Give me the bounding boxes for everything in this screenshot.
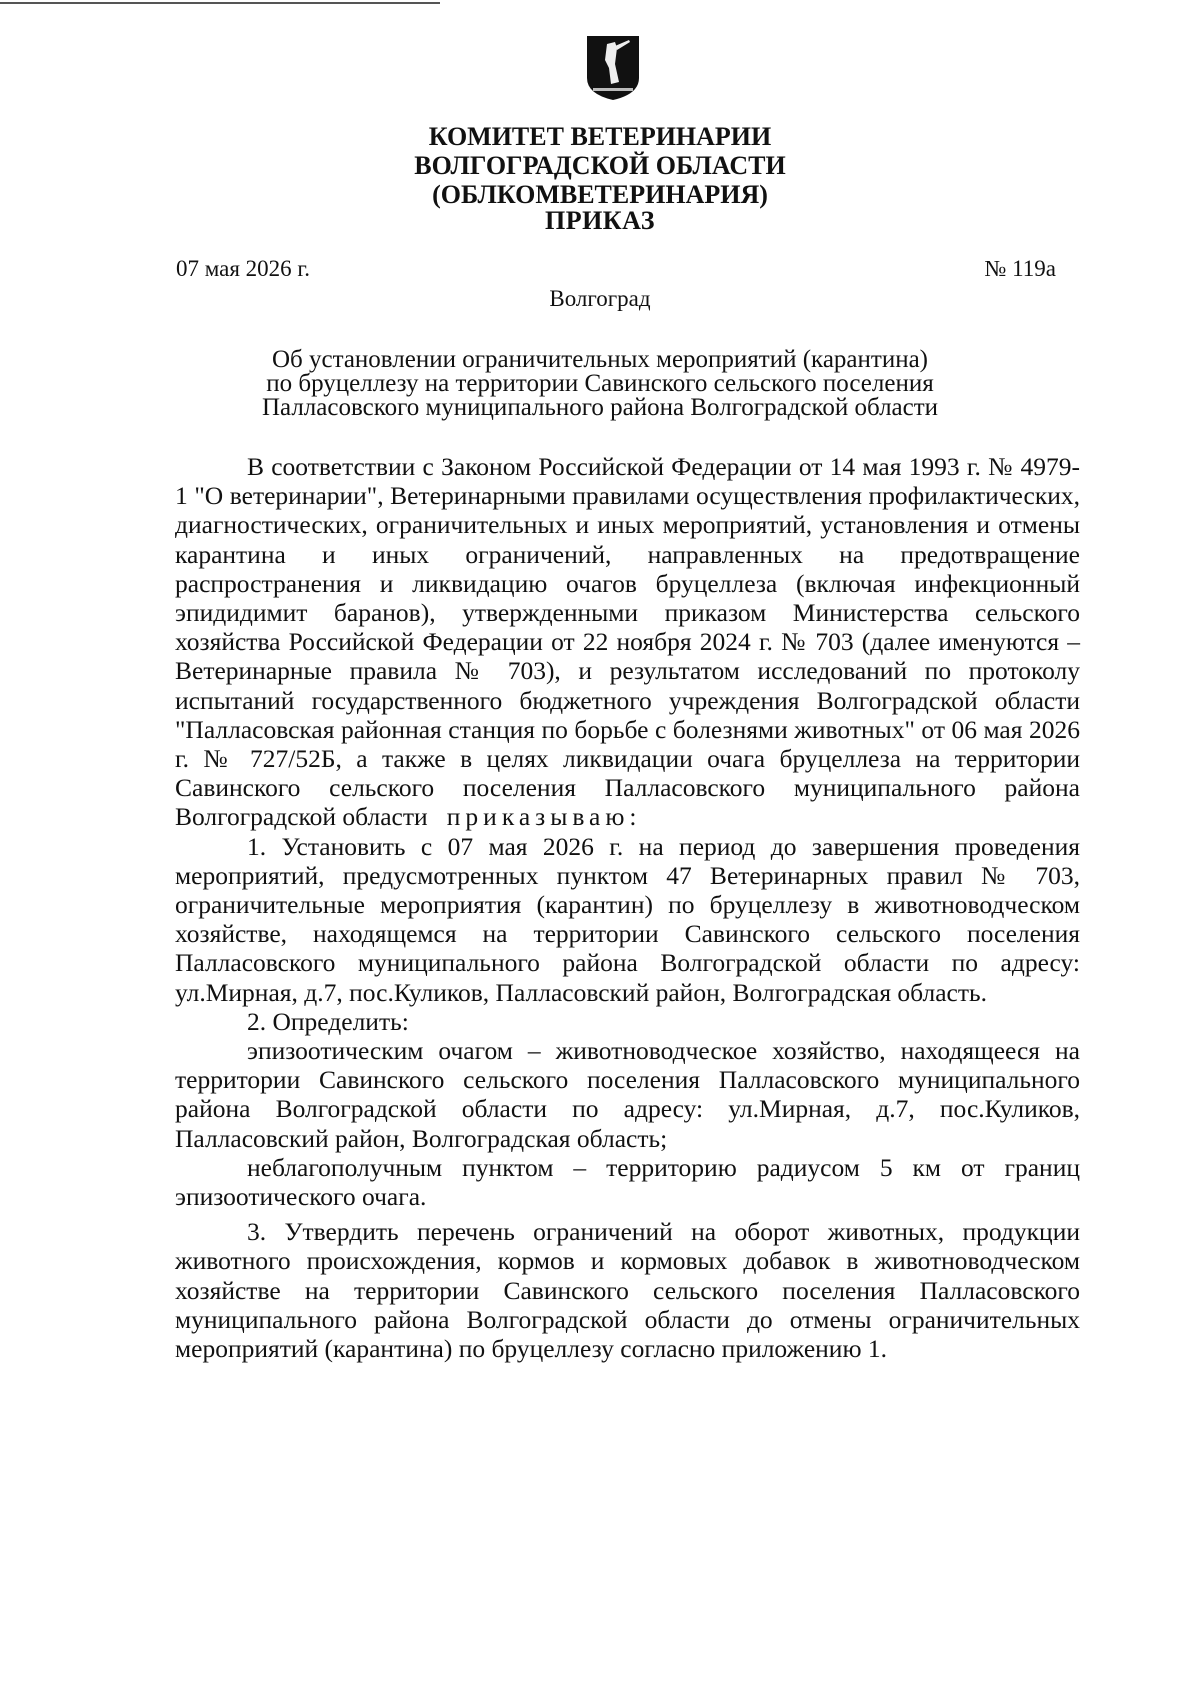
document-city: Волгоград <box>549 286 651 311</box>
coat-of-arms-emblem <box>585 34 641 102</box>
order-word: приказываю: <box>446 802 642 832</box>
subject-line-1: Об установлении ограничительных мероприятий (карантина) <box>271 346 929 373</box>
item-3-paragraph: 3. Утвердить перечень ограничений на оборот животных, продукции животного происхождения, кормов и кормовых добавок в животноводческом хозяйстве на территории Савинского сельского поселения Палласовского муниципального района Волгоградской области до отмены ограничительных мероприятий (карантина) по бруцеллезу согласно приложению 1. <box>175 1217 1080 1364</box>
org-line-2: ВОЛГОГРАДСКОЙ ОБЛАСТИ <box>414 151 786 180</box>
preamble-paragraph <box>175 452 1080 832</box>
org-line-3: (ОБЛКОМВЕТЕРИНАРИЯ) <box>432 180 768 209</box>
item-2a-paragraph: эпизоотическим очагом – животноводческое хозяйство, находящееся на территории Савинского сельского поселения Палласовского муниципального района Волгоградской области по адресу: ул.Мирная, д.7, пос.Куликов, Палласовский район, Волгоградская область; <box>175 1036 1080 1153</box>
subject-line-2: по бруцеллезу на территории Савинского сельского поселения <box>266 370 934 397</box>
preamble-text: В соответствии с Законом Российской Федерации от 14 мая 1993 г. № 4979-1 "О ветеринарии", Ветеринарными правилами осуществления профилактических, диагностических, ограничительных и иных мероприятий, установления и отмены карантина и иных ограничений, направленных на предотвращение распространения и ликвидацию очагов бруцеллеза (включая инфекционный эпидидимит баранов), утвержденными приказом Министерства сельского хозяйства Российской Федерации от 22 ноября 2024 г. № 703 (далее именуются – Ветеринарные правила № 703), и результатом исследований по протоколу испытаний государственного бюджетного учреждения Волгоградской области "Палласовская районная станция по борьбе с болезнями животных" от 06 мая 2026 г. № 727/52Б, а также в целях ликвидации очага бруцеллеза на территории Савинского сельского поселения Палласовского муниципального района Волгоградской области <box>175 452 1080 832</box>
subject-line-3: Палласовского муниципального района Волгоградской области <box>261 394 939 421</box>
organization-name <box>0 122 1200 209</box>
document-number: № 119а <box>984 256 1056 281</box>
document-date: 07 мая 2026 г. <box>176 256 311 281</box>
item-2-paragraph: 2. Определить: <box>247 1006 409 1036</box>
document-subject <box>0 348 1200 420</box>
document-body <box>175 452 1080 1363</box>
item-2b-paragraph: неблагополучным пунктом – территорию радиусом 5 км от границ эпизоотического очага. <box>175 1152 1080 1212</box>
item-1-paragraph: 1. Установить с 07 мая 2026 г. на период до завершения проведения мероприятий, предусмотренных пунктом 47 Ветеринарных правил № 703, ограничительные мероприятия (карантин) по бруцеллезу в животноводческом хозяйстве, находящемся на территории Савинского сельского поселения Палласовского муниципального района Волгоградской области по адресу: ул.Мирная, д.7, пос.Куликов, Палласовский район, Волгоградская область. <box>175 831 1080 1007</box>
document-type: ПРИКАЗ <box>544 206 656 235</box>
scan-artifact-line <box>0 2 440 4</box>
org-line-1: КОМИТЕТ ВЕТЕРИНАРИИ <box>428 122 772 151</box>
